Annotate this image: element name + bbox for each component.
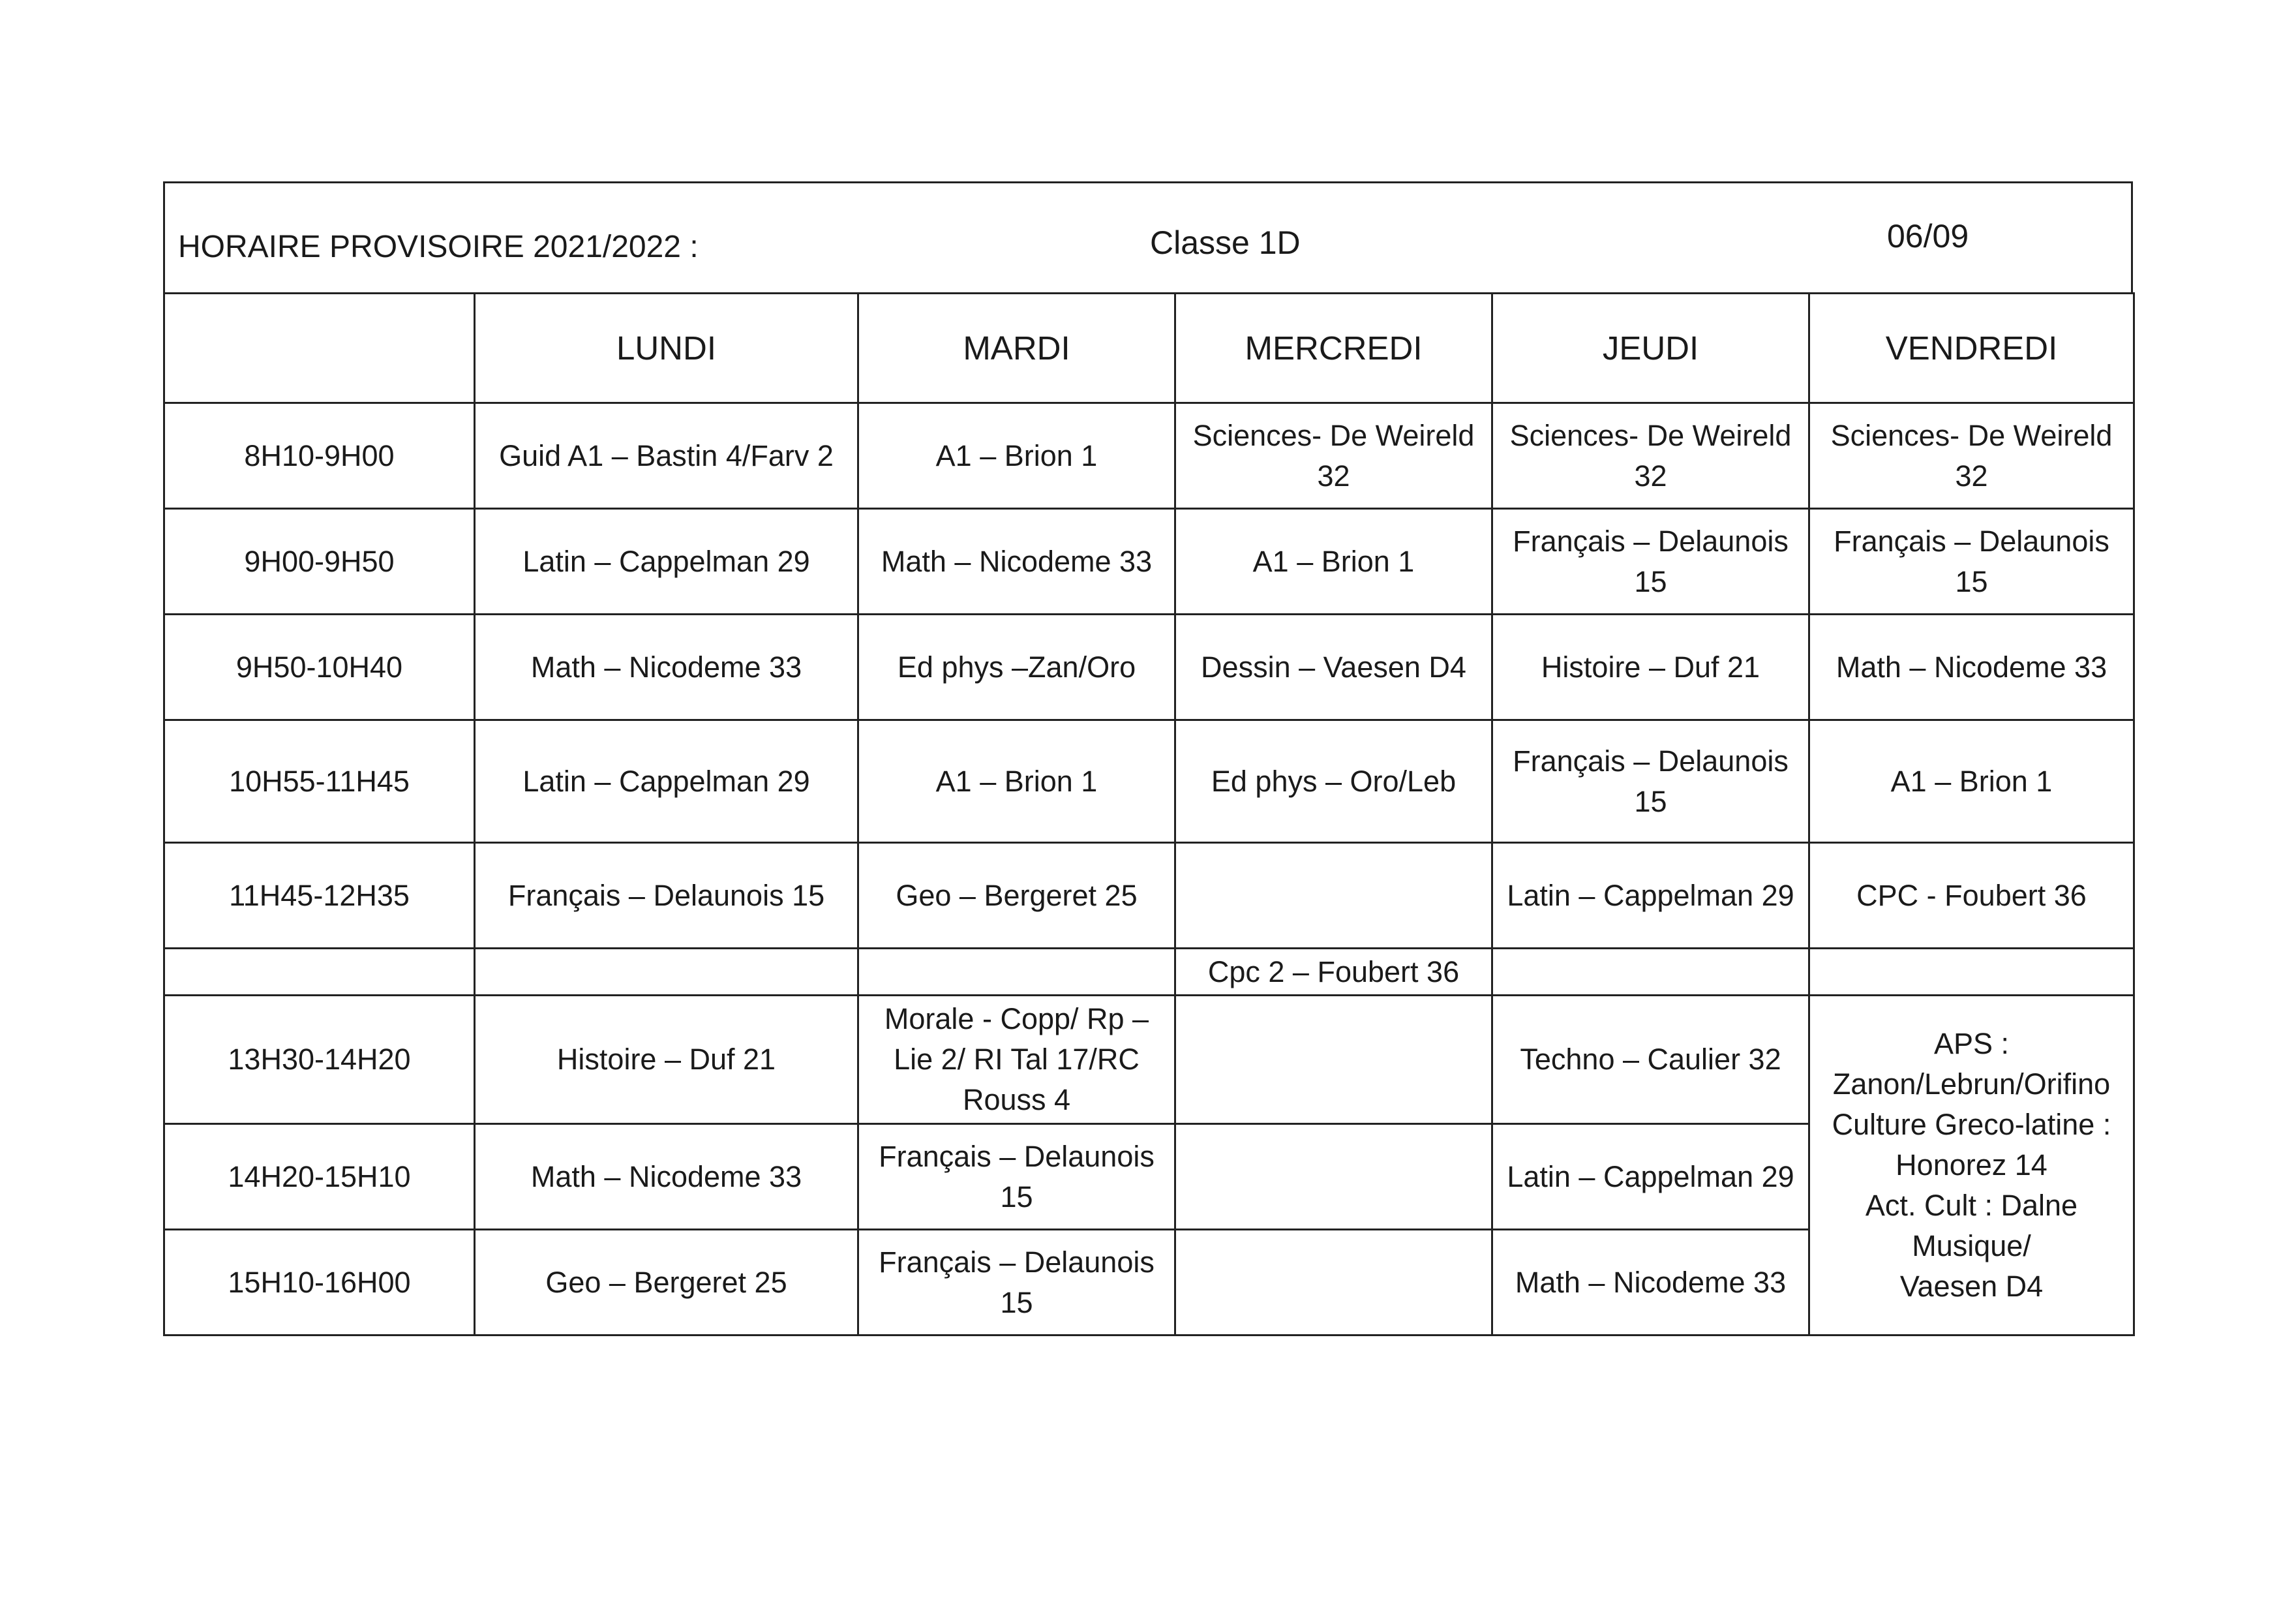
table-row — [164, 403, 2134, 509]
course-cell: Math – Nicodeme 33 — [858, 509, 1175, 615]
course-cell: Math – Nicodeme 33 — [1809, 615, 2134, 720]
course-cell: Français – Delaunois 15 — [1809, 509, 2134, 615]
course-cell: Geo – Bergeret 25 — [475, 1230, 858, 1336]
course-cell: A1 – Brion 1 — [1175, 509, 1492, 615]
timetable — [163, 292, 2135, 1336]
day-header-vendredi: VENDREDI — [1809, 294, 2134, 403]
schedule-date: 06/09 — [1887, 218, 1969, 254]
time-slot: 14H20-15H10 — [164, 1124, 475, 1230]
class-label: Classe 1D — [1150, 224, 1301, 261]
empty-cell — [164, 949, 475, 996]
day-header-row — [164, 294, 2134, 403]
activity-line: Musique/ — [1912, 1229, 2031, 1262]
course-cell: Math – Nicodeme 33 — [475, 1124, 858, 1230]
day-header-mardi: MARDI — [858, 294, 1175, 403]
corner-cell — [164, 294, 475, 403]
activity-line: Act. Cult : Dalne — [1865, 1189, 2078, 1222]
activity-line: Culture Greco-latine : — [1832, 1108, 2111, 1141]
course-cell — [1175, 843, 1492, 949]
empty-cell — [858, 949, 1175, 996]
course-cell: Histoire – Duf 21 — [475, 996, 858, 1124]
lunch-break-row — [164, 949, 2134, 996]
course-cell: Français – Delaunois 15 — [1492, 720, 1809, 843]
time-slot: 9H00-9H50 — [164, 509, 475, 615]
course-cell: Guid A1 – Bastin 4/Farv 2 — [475, 403, 858, 509]
course-cell: Ed phys – Oro/Leb — [1175, 720, 1492, 843]
course-cell: Français – Delaunois 15 — [475, 843, 858, 949]
activity-line: APS : — [1933, 1027, 2010, 1060]
activity-line: Honorez 14 — [1896, 1148, 2047, 1182]
activity-line: Zanon/Lebrun/Orifino — [1832, 1067, 2111, 1101]
activity-line: Vaesen D4 — [1899, 1270, 2044, 1303]
course-cell: Sciences- De Weireld 32 — [1175, 403, 1492, 509]
empty-cell — [1809, 949, 2134, 996]
course-cell: A1 – Brion 1 — [858, 720, 1175, 843]
empty-cell — [1492, 949, 1809, 996]
day-header-lundi: LUNDI — [475, 294, 858, 403]
course-cell: CPC - Foubert 36 — [1809, 843, 2134, 949]
course-cell: Math – Nicodeme 33 — [1492, 1230, 1809, 1336]
course-cell: A1 – Brion 1 — [1809, 720, 2134, 843]
table-row — [164, 843, 2134, 949]
course-cell: Morale - Copp/ Rp – Lie 2/ RI Tal 17/RC Rouss 4 — [858, 996, 1175, 1124]
course-cell: Cpc 2 – Foubert 36 — [1175, 949, 1492, 996]
course-cell: Histoire – Duf 21 — [1492, 615, 1809, 720]
course-cell: Latin – Cappelman 29 — [475, 509, 858, 615]
time-slot: 9H50-10H40 — [164, 615, 475, 720]
schedule-sheet — [163, 181, 2133, 1336]
friday-afternoon-activities — [1809, 996, 2134, 1336]
day-header-mercredi: MERCREDI — [1175, 294, 1492, 403]
schedule-header — [163, 181, 2133, 292]
time-slot: 13H30-14H20 — [164, 996, 475, 1124]
table-row — [164, 509, 2134, 615]
schedule-title: HORAIRE PROVISOIRE 2021/2022 : — [178, 230, 699, 264]
table-row — [164, 996, 2134, 1124]
course-cell — [1175, 1230, 1492, 1336]
course-cell: Français – Delaunois 15 — [858, 1124, 1175, 1230]
course-cell: Sciences- De Weireld 32 — [1809, 403, 2134, 509]
course-cell: A1 – Brion 1 — [858, 403, 1175, 509]
course-cell: Français – Delaunois 15 — [1492, 509, 1809, 615]
course-cell: Geo – Bergeret 25 — [858, 843, 1175, 949]
table-row — [164, 615, 2134, 720]
empty-cell — [475, 949, 858, 996]
table-row — [164, 720, 2134, 843]
course-cell: Français – Delaunois 15 — [858, 1230, 1175, 1336]
course-cell: Techno – Caulier 32 — [1492, 996, 1809, 1124]
course-cell: Ed phys –Zan/Oro — [858, 615, 1175, 720]
time-slot: 8H10-9H00 — [164, 403, 475, 509]
course-cell: Latin – Cappelman 29 — [1492, 1124, 1809, 1230]
course-cell: Latin – Cappelman 29 — [1492, 843, 1809, 949]
course-cell: Math – Nicodeme 33 — [475, 615, 858, 720]
course-cell: Dessin – Vaesen D4 — [1175, 615, 1492, 720]
time-slot: 11H45-12H35 — [164, 843, 475, 949]
time-slot: 15H10-16H00 — [164, 1230, 475, 1336]
course-cell: Sciences- De Weireld 32 — [1492, 403, 1809, 509]
course-cell: Latin – Cappelman 29 — [475, 720, 858, 843]
course-cell — [1175, 1124, 1492, 1230]
course-cell — [1175, 996, 1492, 1124]
day-header-jeudi: JEUDI — [1492, 294, 1809, 403]
time-slot: 10H55-11H45 — [164, 720, 475, 843]
